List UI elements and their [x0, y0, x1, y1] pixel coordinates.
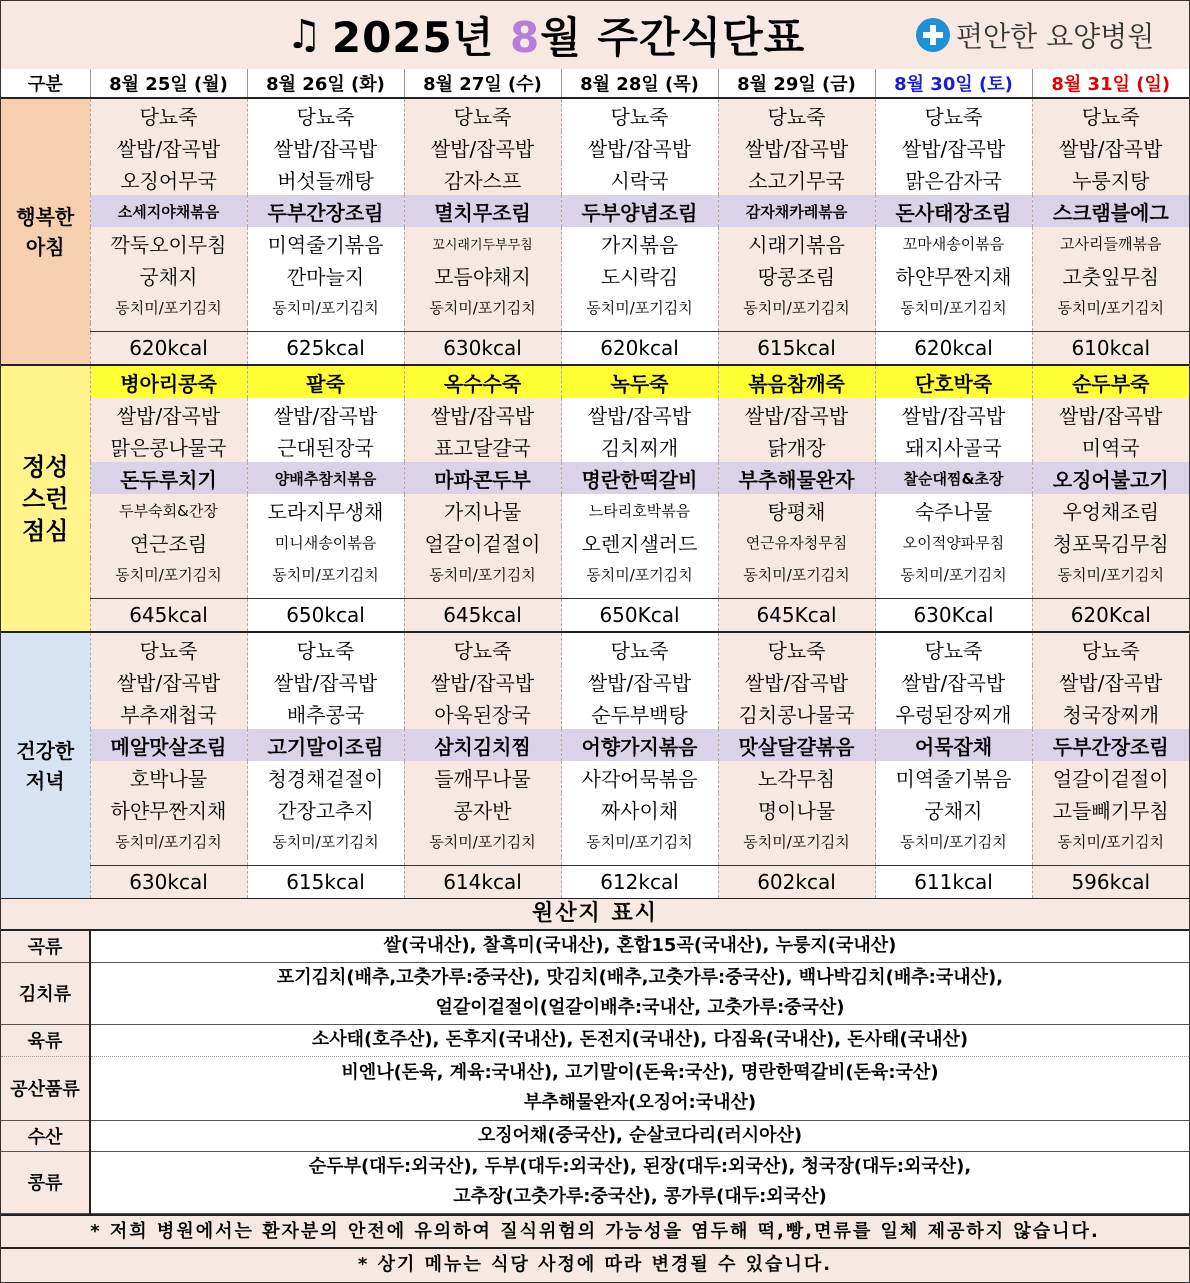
- menu-item: 콩자반: [404, 793, 561, 825]
- menu-row: [1, 227, 1189, 259]
- kcal-value: 625kcal: [247, 332, 404, 366]
- menu-item: 청국장찌개: [1032, 697, 1189, 729]
- menu-row: [1, 98, 1189, 131]
- menu-item: 아욱된장국: [404, 697, 561, 729]
- menu-item: 깐마늘지: [247, 259, 404, 291]
- kcal-value: 612kcal: [561, 866, 718, 900]
- menu-item: 메알맛살조림: [90, 729, 247, 761]
- menu-item: 돼지사골국: [875, 430, 1032, 462]
- menu-item: 동치미/포기김치: [247, 825, 404, 857]
- menu-item: 볶음참깨죽: [718, 365, 875, 398]
- origin-seafood: 오징어채(중국산), 순살코다리(러시아산): [90, 1120, 1189, 1151]
- menu-item: 부추해물완자: [718, 462, 875, 494]
- origin-processed: [90, 1056, 1189, 1120]
- kcal-value: 620kcal: [561, 332, 718, 366]
- menu-item: 누룽지탕: [1032, 163, 1189, 195]
- meal-label-dinner: 건강한 저녁: [1, 632, 90, 899]
- origin-section: [1, 899, 1189, 1280]
- menu-row: [1, 259, 1189, 291]
- origin-table: [1, 931, 1189, 1214]
- menu-item: 당뇨죽: [90, 98, 247, 131]
- menu-item: 당뇨죽: [247, 98, 404, 131]
- menu-item: 궁채지: [875, 793, 1032, 825]
- menu-item: 당뇨죽: [90, 632, 247, 665]
- menu-item: 오이적양파무침: [875, 526, 1032, 558]
- menu-item: 쌀밥/잡곡밥: [561, 398, 718, 430]
- kcal-value: 614kcal: [404, 866, 561, 900]
- menu-item: 쌀밥/잡곡밥: [404, 665, 561, 697]
- day-header-saturday: 8월 30일 (토): [875, 69, 1032, 98]
- menu-item: 동치미/포기김치: [90, 291, 247, 323]
- menu-item: 고사리들깨볶음: [1032, 227, 1189, 259]
- origin-category: 수산: [1, 1120, 90, 1151]
- menu-item: 삼치김치찜: [404, 729, 561, 761]
- gap-cell: [90, 323, 247, 332]
- kcal-value: 630kcal: [90, 866, 247, 900]
- menu-item: 쌀밥/잡곡밥: [1032, 665, 1189, 697]
- meal-label-lunch: 정성 스런 점심: [1, 365, 90, 632]
- kcal-row: [1, 599, 1189, 633]
- kcal-value: 645kcal: [90, 599, 247, 633]
- hospital-brand: [916, 13, 1154, 57]
- notice-menu-change: * 상기 메뉴는 식당 사정에 따라 변경될 수 있습니다.: [1, 1247, 1189, 1280]
- medical-cross-icon: [916, 18, 950, 52]
- header: [1, 1, 1189, 71]
- menu-item: 당뇨죽: [561, 632, 718, 665]
- menu-item: 도시락김: [561, 259, 718, 291]
- gap-cell: [247, 323, 404, 332]
- menu-item: 어향가지볶음: [561, 729, 718, 761]
- menu-item: 돈사태장조림: [875, 195, 1032, 227]
- menu-item: 당뇨죽: [561, 98, 718, 131]
- origin-kimchi-line: 얼갈이겉절이(얼갈이배추:국내산, 고춧가루:중국산): [435, 997, 845, 1018]
- menu-item: 쌀밥/잡곡밥: [875, 398, 1032, 430]
- menu-item: 시락국: [561, 163, 718, 195]
- menu-item: 짜사이채: [561, 793, 718, 825]
- menu-item: 순두부죽: [1032, 365, 1189, 398]
- menu-item: 어묵잡채: [875, 729, 1032, 761]
- kcal-value: 596kcal: [1032, 866, 1189, 900]
- gap-cell: [561, 590, 718, 599]
- origin-processed-line: 비엔나(돈육, 계육:국내산), 고기말이(돈육:국산), 명란한떡갈비(돈육:국산): [341, 1062, 939, 1083]
- gap-row: [1, 323, 1189, 332]
- menu-item: 노각무침: [718, 761, 875, 793]
- menu-item: 고춧잎무침: [1032, 259, 1189, 291]
- menu-item: 두부간장조림: [1032, 729, 1189, 761]
- menu-item: 동치미/포기김치: [718, 291, 875, 323]
- menu-item: 고들빼기무침: [1032, 793, 1189, 825]
- gap-cell: [875, 590, 1032, 599]
- menu-row: [1, 163, 1189, 195]
- menu-item: 동치미/포기김치: [1032, 825, 1189, 857]
- menu-item: 도라지무생채: [247, 494, 404, 526]
- menu-item: 동치미/포기김치: [875, 291, 1032, 323]
- kcal-value: 602kcal: [718, 866, 875, 900]
- menu-row: [1, 291, 1189, 323]
- menu-row: [1, 430, 1189, 462]
- menu-row: [1, 558, 1189, 590]
- menu-row: [1, 398, 1189, 430]
- menu-item: 순두부백탕: [561, 697, 718, 729]
- menu-item: 우렁된장찌개: [875, 697, 1032, 729]
- menu-item: 꼬마새송이볶음: [875, 227, 1032, 259]
- menu-item: 병아리콩죽: [90, 365, 247, 398]
- menu-item: 쌀밥/잡곡밥: [90, 665, 247, 697]
- day-header: 8월 25일 (월): [90, 69, 247, 98]
- menu-row: [1, 793, 1189, 825]
- origin-meat: 소사태(호주산), 돈후지(국내산), 돈전지(국내산), 다짐육(국내산), 돈사태(국내산): [90, 1024, 1189, 1056]
- menu-item: 동치미/포기김치: [1032, 291, 1189, 323]
- origin-category: 콩류: [1, 1151, 90, 1213]
- menu-row: [1, 825, 1189, 857]
- origin-bean: [90, 1151, 1189, 1213]
- menu-item: 꼬시래기두부무침: [404, 227, 561, 259]
- menu-item: 땅콩조림: [718, 259, 875, 291]
- menu-item: 두부간장조림: [247, 195, 404, 227]
- kcal-value: 650Kcal: [561, 599, 718, 633]
- menu-row: [1, 365, 1189, 398]
- menu-item: 감자채카레볶음: [718, 195, 875, 227]
- menu-item: 쌀밥/잡곡밥: [247, 131, 404, 163]
- menu-item: 들깨무나물: [404, 761, 561, 793]
- menu-item: 소세지야채볶음: [90, 195, 247, 227]
- hospital-name: 편안한 요양병원: [956, 20, 1155, 53]
- gap-row: [1, 857, 1189, 866]
- kcal-value: 620Kcal: [1032, 599, 1189, 633]
- gap-cell: [90, 857, 247, 866]
- menu-item: 당뇨죽: [404, 98, 561, 131]
- menu-item: 쌀밥/잡곡밥: [875, 665, 1032, 697]
- origin-category: 곡류: [1, 931, 90, 962]
- menu-item: 동치미/포기김치: [561, 291, 718, 323]
- menu-item: 단호박죽: [875, 365, 1032, 398]
- menu-item: 쌀밥/잡곡밥: [1032, 131, 1189, 163]
- origin-bean-line: 고추장(고춧가루:중국산), 콩가루(대두:외국산): [453, 1186, 827, 1207]
- menu-item: 오징어무국: [90, 163, 247, 195]
- day-header-sunday: 8월 31일 (일): [1032, 69, 1189, 98]
- menu-item: 동치미/포기김치: [90, 558, 247, 590]
- menu-row: [1, 131, 1189, 163]
- menu-row: [1, 526, 1189, 558]
- gap-cell: [1032, 857, 1189, 866]
- gap-cell: [404, 857, 561, 866]
- music-note-icon: ♫: [286, 12, 322, 58]
- menu-item: 동치미/포기김치: [561, 558, 718, 590]
- corner-label: 구분: [1, 69, 90, 98]
- menu-item: 당뇨죽: [875, 98, 1032, 131]
- kcal-row: [1, 332, 1189, 366]
- menu-item: 동치미/포기김치: [247, 291, 404, 323]
- menu-item: 청경채겉절이: [247, 761, 404, 793]
- menu-item: 당뇨죽: [247, 632, 404, 665]
- menu-item: 연근조림: [90, 526, 247, 558]
- menu-item: 미니새송이볶음: [247, 526, 404, 558]
- menu-item: 명란한떡갈비: [561, 462, 718, 494]
- menu-item: 쌀밥/잡곡밥: [561, 131, 718, 163]
- menu-item: 쌀밥/잡곡밥: [247, 398, 404, 430]
- menu-item: 가지나물: [404, 494, 561, 526]
- kcal-value: 650kcal: [247, 599, 404, 633]
- menu-item: 쌀밥/잡곡밥: [90, 131, 247, 163]
- menu-item: 동치미/포기김치: [90, 825, 247, 857]
- menu-item: 하얀무짠지채: [875, 259, 1032, 291]
- origin-kimchi: [90, 962, 1189, 1024]
- menu-row: [1, 494, 1189, 526]
- menu-item: 연근유자청무침: [718, 526, 875, 558]
- menu-item: 감자스프: [404, 163, 561, 195]
- menu-item: 당뇨죽: [1032, 98, 1189, 131]
- origin-category: 공산품류: [1, 1056, 90, 1120]
- day-header-row: [1, 69, 1189, 98]
- menu-item: 마파콘두부: [404, 462, 561, 494]
- menu-item: 찰순대찜&초장: [875, 462, 1032, 494]
- menu-item: 미역줄기볶음: [875, 761, 1032, 793]
- menu-item: 간장고추지: [247, 793, 404, 825]
- menu-item: 쌀밥/잡곡밥: [404, 398, 561, 430]
- menu-item: 쌀밥/잡곡밥: [1032, 398, 1189, 430]
- menu-item: 쌀밥/잡곡밥: [90, 398, 247, 430]
- menu-item: 두부숙회&간장: [90, 494, 247, 526]
- menu-item: 쌀밥/잡곡밥: [718, 665, 875, 697]
- menu-item: 맑은콩나물국: [90, 430, 247, 462]
- menu-item: 오렌지샐러드: [561, 526, 718, 558]
- gap-cell: [718, 590, 875, 599]
- menu-row: [1, 632, 1189, 665]
- weekly-menu-table: [1, 69, 1189, 932]
- menu-item: 버섯들깨탕: [247, 163, 404, 195]
- menu-item: 옥수수죽: [404, 365, 561, 398]
- origin-kimchi-line: 포기김치(배추,고춧가루:중국산), 맛김치(배추,고춧가루:중국산), 백나박김치(배추:국내산),: [276, 967, 1004, 988]
- menu-item: 당뇨죽: [875, 632, 1032, 665]
- menu-item: 닭개장: [718, 430, 875, 462]
- gap-cell: [404, 590, 561, 599]
- menu-item: 청포묵김무침: [1032, 526, 1189, 558]
- kcal-row: [1, 866, 1189, 900]
- menu-item: 깍둑오이무침: [90, 227, 247, 259]
- menu-item: 동치미/포기김치: [718, 825, 875, 857]
- menu-item: 사각어묵볶음: [561, 761, 718, 793]
- menu-item: 쌀밥/잡곡밥: [404, 131, 561, 163]
- menu-item: 동치미/포기김치: [718, 558, 875, 590]
- title-text: 2025년 8월 주간식단표: [331, 13, 806, 62]
- menu-item: 쌀밥/잡곡밥: [247, 665, 404, 697]
- menu-item: 당뇨죽: [718, 98, 875, 131]
- menu-item: 맑은감자국: [875, 163, 1032, 195]
- menu-item: 동치미/포기김치: [247, 558, 404, 590]
- menu-item: 명이나물: [718, 793, 875, 825]
- title-month: 8: [509, 13, 541, 62]
- menu-item: 근대된장국: [247, 430, 404, 462]
- menu-item: 배추콩국: [247, 697, 404, 729]
- menu-row: [1, 729, 1189, 761]
- menu-item: 김치찌개: [561, 430, 718, 462]
- menu-item: 쌀밥/잡곡밥: [718, 131, 875, 163]
- menu-item: 양배추참치볶음: [247, 462, 404, 494]
- menu-item: 쌀밥/잡곡밥: [875, 131, 1032, 163]
- menu-row: [1, 761, 1189, 793]
- gap-cell: [718, 323, 875, 332]
- page-title: [286, 5, 805, 65]
- menu-item: 탕평채: [718, 494, 875, 526]
- menu-item: 숙주나물: [875, 494, 1032, 526]
- day-header: 8월 29일 (금): [718, 69, 875, 98]
- kcal-value: 645kcal: [404, 599, 561, 633]
- origin-grain: 쌀(국내산), 찰흑미(국내산), 혼합15곡(국내산), 누룽지(국내산): [90, 931, 1189, 962]
- menu-item: 동치미/포기김치: [1032, 558, 1189, 590]
- menu-item: 동치미/포기김치: [404, 291, 561, 323]
- menu-row: [1, 462, 1189, 494]
- notice-no-choking-foods: * 저희 병원에서는 환자분의 안전에 유의하여 질식위험의 가능성을 염두해 떡,빵,면류를 일체 제공하지 않습니다.: [1, 1214, 1189, 1247]
- menu-item: 미역국: [1032, 430, 1189, 462]
- gap-cell: [247, 857, 404, 866]
- menu-item: 모듬야채지: [404, 259, 561, 291]
- menu-item: 하얀무짠지채: [90, 793, 247, 825]
- menu-item: 동치미/포기김치: [875, 825, 1032, 857]
- menu-item: 고기말이조림: [247, 729, 404, 761]
- menu-item: 소고기무국: [718, 163, 875, 195]
- meal-label-breakfast: 행복한 아침: [1, 98, 90, 365]
- day-header: 8월 27일 (수): [404, 69, 561, 98]
- gap-cell: [90, 590, 247, 599]
- origin-category: 육류: [1, 1024, 90, 1056]
- kcal-value: 630kcal: [404, 332, 561, 366]
- menu-item: 쌀밥/잡곡밥: [718, 398, 875, 430]
- menu-row: [1, 697, 1189, 729]
- menu-item: 녹두죽: [561, 365, 718, 398]
- kcal-value: 610kcal: [1032, 332, 1189, 366]
- origin-processed-line: 부추해물완자(오징어:국내산): [523, 1092, 757, 1113]
- menu-item: 우엉채조림: [1032, 494, 1189, 526]
- menu-item: 팥죽: [247, 365, 404, 398]
- menu-item: 부추재첩국: [90, 697, 247, 729]
- gap-cell: [875, 323, 1032, 332]
- kcal-value: 630Kcal: [875, 599, 1032, 633]
- gap-cell: [561, 857, 718, 866]
- menu-item: 호박나물: [90, 761, 247, 793]
- menu-row: [1, 195, 1189, 227]
- menu-item: 돈두루치기: [90, 462, 247, 494]
- origin-bean-line: 순두부(대두:외국산), 두부(대두:외국산), 된장(대두:외국산), 청국장(대두:외국산),: [308, 1156, 972, 1177]
- menu-item: 두부양념조림: [561, 195, 718, 227]
- gap-cell: [404, 323, 561, 332]
- menu-item: 표고달걀국: [404, 430, 561, 462]
- gap-cell: [1032, 590, 1189, 599]
- menu-item: 동치미/포기김치: [875, 558, 1032, 590]
- gap-row: [1, 590, 1189, 599]
- menu-item: 맛살달걀볶음: [718, 729, 875, 761]
- origin-title: 원산지 표시: [1, 899, 1189, 931]
- menu-item: 얼갈이겉절이: [404, 526, 561, 558]
- day-header: 8월 26일 (화): [247, 69, 404, 98]
- menu-item: 동치미/포기김치: [404, 558, 561, 590]
- kcal-value: 615kcal: [718, 332, 875, 366]
- menu-item: 멸치무조림: [404, 195, 561, 227]
- menu-item: 느타리호박볶음: [561, 494, 718, 526]
- menu-item: 얼갈이겉절이: [1032, 761, 1189, 793]
- gap-cell: [875, 857, 1032, 866]
- kcal-value: 620kcal: [90, 332, 247, 366]
- origin-category: 김치류: [1, 962, 90, 1024]
- day-header: 8월 28일 (목): [561, 69, 718, 98]
- menu-item: 김치콩나물국: [718, 697, 875, 729]
- menu-item: 당뇨죽: [718, 632, 875, 665]
- menu-item: 오징어불고기: [1032, 462, 1189, 494]
- menu-item: 동치미/포기김치: [404, 825, 561, 857]
- menu-item: 시래기볶음: [718, 227, 875, 259]
- menu-item: 미역줄기볶음: [247, 227, 404, 259]
- kcal-value: 611kcal: [875, 866, 1032, 900]
- gap-cell: [718, 857, 875, 866]
- kcal-value: 645Kcal: [718, 599, 875, 633]
- menu-item: 당뇨죽: [404, 632, 561, 665]
- menu-item: 동치미/포기김치: [561, 825, 718, 857]
- menu-item: 스크램블에그: [1032, 195, 1189, 227]
- gap-cell: [561, 323, 718, 332]
- menu-item: 쌀밥/잡곡밥: [561, 665, 718, 697]
- menu-item: 궁채지: [90, 259, 247, 291]
- gap-cell: [1032, 323, 1189, 332]
- menu-item: 가지볶음: [561, 227, 718, 259]
- menu-row: [1, 665, 1189, 697]
- kcal-value: 615kcal: [247, 866, 404, 900]
- gap-cell: [247, 590, 404, 599]
- kcal-value: 620kcal: [875, 332, 1032, 366]
- menu-item: 당뇨죽: [1032, 632, 1189, 665]
